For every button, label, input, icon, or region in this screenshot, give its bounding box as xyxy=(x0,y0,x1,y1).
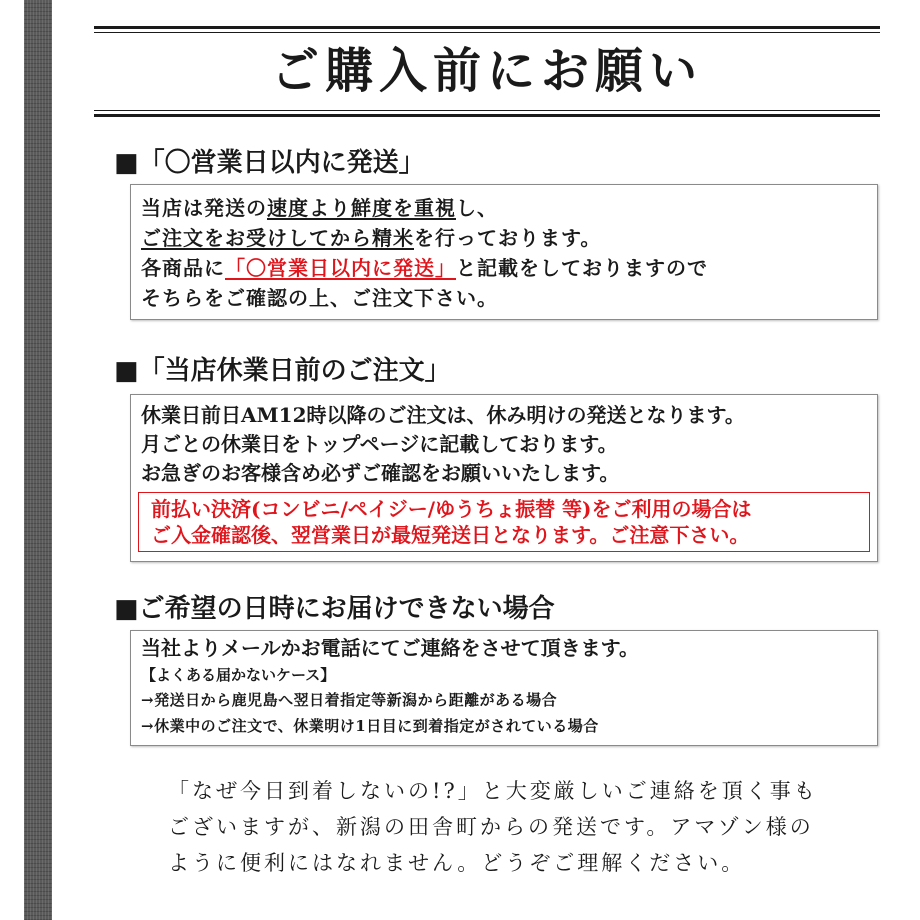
section-heading-delivery-unavailable: ■ご希望の日時にお届けできない場合 xyxy=(114,594,555,624)
underlined-text: ご注文をお受けしてから精米 xyxy=(141,226,414,250)
shipping-text-line-1 xyxy=(141,193,708,223)
holiday-text-line-2: 月ごとの休業日をトップページに記載しております。 xyxy=(141,432,618,456)
section-box-shipping-days xyxy=(130,184,878,320)
text-segment: と記載をしておりますので xyxy=(456,256,708,280)
prepayment-warning-line-1: 前払い決済(コンビニ/ペイジー/ゆうちょ振替 等)をご利用の場合は xyxy=(151,497,752,521)
holiday-text-line-1: 休業日前日AM12時以降のご注文は、休み明けの発送となります。 xyxy=(141,403,745,427)
delivery-cases-heading: 【よくある届かないケース】 xyxy=(141,666,336,684)
prepayment-warning-line-2: ご入金確認後、翌営業日が最短発送日となります。ご注意下さい。 xyxy=(151,523,750,547)
text-segment: 各商品に xyxy=(141,256,225,280)
text-segment: し、 xyxy=(456,196,498,220)
text-segment: を行っております。 xyxy=(414,226,602,250)
section-box-delivery-unavailable xyxy=(130,630,878,746)
closing-note-line-1: 「なぜ今日到着しないの!?」と大変厳しいご連絡を頂く事も xyxy=(168,779,818,803)
title-bottom-rule-thin xyxy=(94,110,880,111)
prepayment-warning-box xyxy=(138,492,870,552)
highlighted-shipping-label: 「〇営業日以内に発送」 xyxy=(225,256,456,280)
shipping-text-line-3 xyxy=(141,253,708,283)
delivery-case-1: →発送日から鹿児島へ翌日着指定等新潟から距離がある場合 xyxy=(141,691,558,709)
holiday-text-line-3: お急ぎのお客様含め必ずご確認をお願いいたします。 xyxy=(141,461,620,485)
text-segment: 当店は発送の xyxy=(141,196,267,220)
underlined-text: 速度より鮮度を重視 xyxy=(267,196,456,220)
section-heading-holiday-orders: ■「当店休業日前のご注文」 xyxy=(114,356,451,386)
section-heading-shipping-days: ■「〇営業日以内に発送」 xyxy=(114,148,425,178)
shipping-text-line-4: そちらをご確認の上、ご注文下さい。 xyxy=(141,286,498,310)
shipping-text-line-2 xyxy=(141,223,708,253)
decorative-side-strip xyxy=(24,0,52,920)
closing-note-line-3: ように便利にはなれません。どうぞご理解ください。 xyxy=(168,851,746,875)
title-top-rule xyxy=(94,26,880,29)
delivery-case-2: →休業中のご注文で、休業明け1日目に到着指定がされている場合 xyxy=(141,717,599,735)
title-bottom-rule xyxy=(94,114,880,117)
closing-note-line-2: ございますが、新潟の田舎町からの発送です。アマゾン様の xyxy=(168,815,814,839)
title-top-rule-thin xyxy=(94,32,880,33)
delivery-text-line-1: 当社よりメールかお電話にてご連絡をさせて頂きます。 xyxy=(141,636,639,660)
page-title: ご購入前にお願い xyxy=(270,43,703,99)
